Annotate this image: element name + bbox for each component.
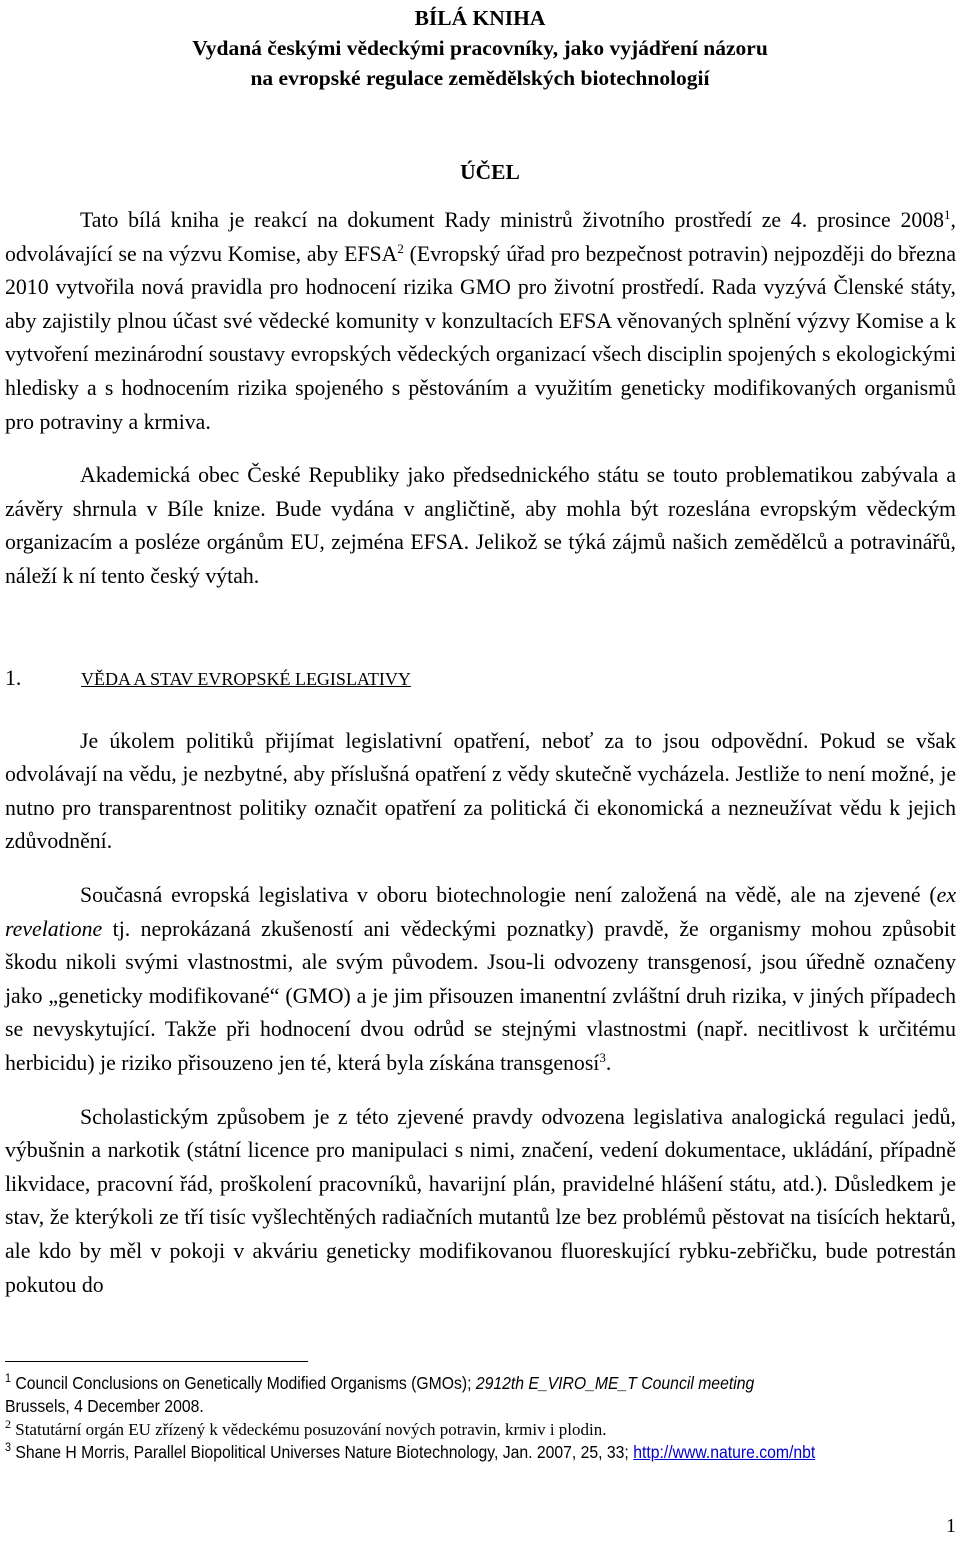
- document-subtitle-line2: na evropské regulace zemědělských biotechnologií: [250, 66, 710, 90]
- purpose-section: [5, 204, 956, 594]
- section-1-paragraph-3: Scholastickým způsobem je z této zjevené pravdy odvozena legislativa analogická regulaci jedů, výbušnin a narkotik (státní licence pro manipulaci s nimi, značení, vedení dokumentace, ukládání, případně likvidace, pracovní řád, proškolení pracovníků, havarijní plán, pravidelné hlášení státu, atd.). Důsledkem je stav, že kterýkoli ze tří tisíc vyšlechtěných radiačních mutantů lze bez problémů pěstovat na tisících hektarů, ale kdo by měl v pokoji v akváriu geneticky modifikovanou fluoreskující rybku-zebřičku, bude potrestán pokutou do: [5, 1104, 956, 1297]
- footnotes: [5, 1372, 945, 1464]
- footnote-1-line-2: Brussels, 4 December 2008.: [5, 1396, 204, 1416]
- section-1: [5, 662, 956, 1302]
- document-title: BÍLÁ KNIHA: [414, 6, 546, 30]
- footnote-ref-2: 2: [397, 240, 404, 256]
- footnote-ref-1: 1: [944, 207, 951, 222]
- section-1-title: VĚDA A STAV EVROPSKÉ LEGISLATIVY: [81, 669, 411, 689]
- section-1-paragraph-2: Současná evropská legislativa v oboru biotechnologie není založená na vědě, ale na zjevené (ex revelatione tj. neprokázaná zkušeností ani vědeckými poznatky) pravdě, že organismy mohou způsobit škodu nikoli svými vlastnostmi, ale svým původem. Jsou-li odvozeny transgenosí, jsou úředně označeny jako „geneticky modifikované“ (GMO) a je jim přisouzen imanentní zvláštní druh rizika, v jiných případech se nevyskytující. Takže při hodnocení dvou odrůd se stejnými vlastnostmi (např. necitlivost k určitému herbicidu) je riziko přisouzeno jen té, která byla získána transgenosí$^3$.: [5, 882, 956, 1075]
- footnote-ref-3: 3: [599, 1049, 606, 1065]
- section-1-paragraph-1: Je úkolem politiků přijímat legislativní opatření, neboť za to jsou odpovědní. Pokud se však odvolávají na vědu, je nezbytné, aby příslušná opatření z vědy skutečně vycházela. Jestliže to není možné, je nutno pro transparentnost politiky označit opatření za politická či ekonomická a nezneužívat vědu k jejich zdůvodnění.: [5, 728, 956, 854]
- nature-link[interactable]: http://www.nature.com/nbt: [633, 1442, 816, 1462]
- purpose-heading: ÚČEL: [460, 160, 520, 184]
- document-header: [0, 0, 960, 93]
- footnote-separator: [5, 1361, 308, 1362]
- page-number: 1: [946, 1515, 956, 1537]
- footnote-2: $^2$ Statutární orgán EU zřízený k vědeckému posuzování nových potravin, krmiv i plodin.: [5, 1417, 607, 1439]
- footnote-3: $^3$ Shane H Morris, Parallel Biopolitical Universes Nature Biotechnology, Jan. 2007, 25, 33; http://www.nature.com/nbt: [5, 1440, 816, 1462]
- latin-phrase: ex revelatione: [5, 882, 956, 941]
- purpose-paragraph-1: Tato bílá kniha je reakcí na dokument Rady ministrů životního prostředí ze 4. prosince 2008$^1$, odvolávající se na výzvu Komise, aby EFSA$^2$ (Evropský úřad pro bezpečnost potravin) nejpozději do března 2010 vytvořila nová pravidla pro hodnocení rizika GMO pro životní prostředí. Rada vyzývá Členské státy, aby zajistily plnou účast své vědecké komunity v konzultacích EFSA věnovaných splnění výzvy Komise a k vytvoření mezinárodní soustavy evropských vědeckých organizací všech disciplin spojených s ekologickými hledisky a s hodnocením rizika spojeného s pěstováním a využitím geneticky modifikovaných organismů pro potraviny a krmiva.: [5, 207, 956, 434]
- section-1-number: 1.: [5, 666, 22, 690]
- footnote-1: $^1$ Council Conclusions on Genetically Modified Organisms (GMOs); 2912th E_VIRO_ME_T Council meeting: [5, 1371, 755, 1393]
- purpose-paragraph-2: Akademická obec České Republiky jako předsednického státu se touto problematikou zabývala a závěry shrnula v Bíle knize. Bude vydána v angličtině, aby mohla být rozeslána evropským vědeckým organizacím a posléze orgánům EU, zejména EFSA. Jelikož se týká zájmů našich zemědělců a potravinářů, náleží k ní tento český výtah.: [5, 463, 956, 588]
- section-1-heading: [0, 662, 956, 697]
- document-subtitle-line1: Vydaná českými vědeckými pracovníky, jako vyjádření názoru: [192, 36, 768, 60]
